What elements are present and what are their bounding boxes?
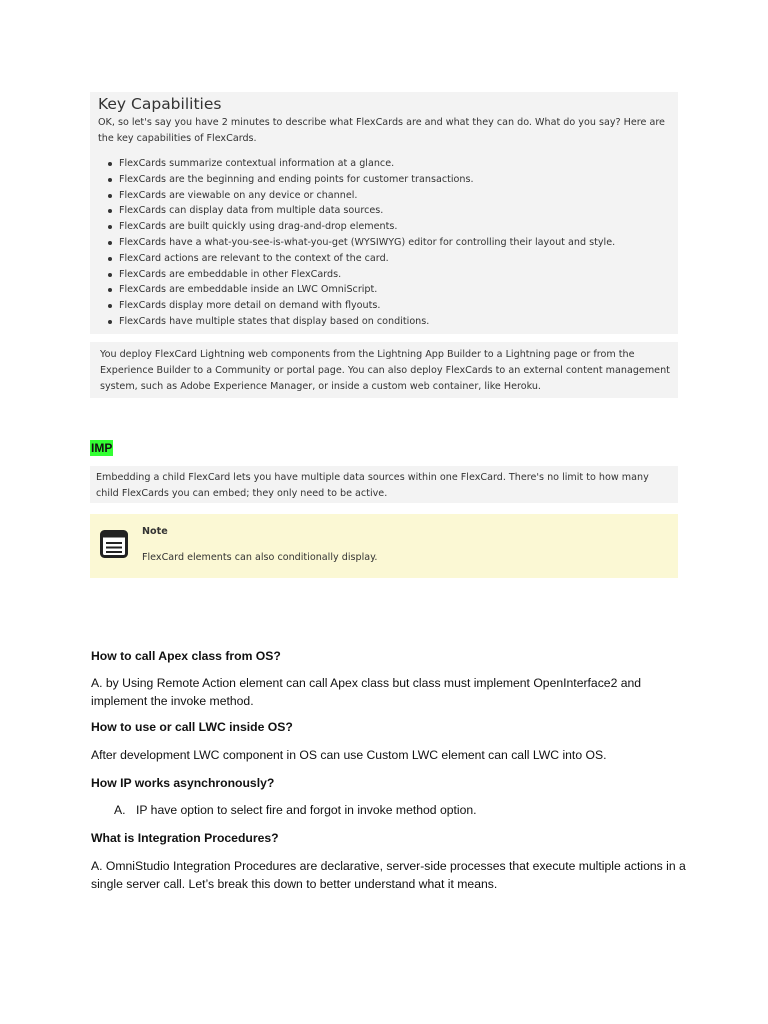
note-title: Note [142,526,168,537]
question-integration-procedures: What is Integration Procedures? [91,831,279,845]
list-item: FlexCards are the beginning and ending points for customer transactions. [98,172,678,188]
imp-highlight: IMP [91,441,113,455]
answer-ip-async [114,801,477,819]
list-item: FlexCards have multiple states that display based on conditions. [98,314,678,330]
key-capabilities-screenshot [90,92,678,334]
list-item: FlexCards summarize contextual information at a glance. [98,156,678,172]
list-item: FlexCards can display data from multiple data sources. [98,203,678,219]
list-item: FlexCards have a what-you-see-is-what-you-get (WYSIWYG) editor for controlling their layout and style. [98,235,678,251]
answer-integration-procedures: A. OmniStudio Integration Procedures are declarative, server-side processes that execute multiple actions in a single server call. Let’s break this down to better understand what it means. [91,859,686,891]
note-icon [100,530,128,558]
list-item: FlexCards display more detail on demand with flyouts. [98,298,678,314]
key-capabilities-title: Key Capabilities [98,95,222,113]
deploy-screenshot: You deploy FlexCard Lightning web components from the Lightning App Builder to a Lightning page or from the Experience Builder to a Community or portal page. You can also deploy FlexCards to an external content management system, such as Adobe Experience Manager, or inside a custom web container, like Heroku. [90,342,678,398]
key-capabilities-intro: OK, so let's say you have 2 minutes to describe what FlexCards are and what they can do. What do you say? Here are the key capabilities of FlexCards. [98,117,665,144]
list-item: FlexCards are viewable on any device or channel. [98,188,678,204]
question-apex: How to call Apex class from OS? [91,649,281,663]
answer-apex: A. by Using Remote Action element can call Apex class but class must implement OpenInterface2 and implement the invoke method. [91,676,642,708]
list-item: FlexCards are built quickly using drag-and-drop elements. [98,219,678,235]
list-item: FlexCard actions are relevant to the context of the card. [98,251,678,267]
question-ip-async: How IP works asynchronously? [91,776,275,790]
answer-ip-async-text: IP have option to select fire and forgot in invoke method option. [136,803,477,817]
list-item: FlexCards are embeddable inside an LWC OmniScript. [98,282,678,298]
list-item: FlexCards are embeddable in other FlexCards. [98,267,678,283]
list-number: A. [114,803,126,817]
answer-lwc: After development LWC component in OS can use Custom LWC element can call LWC into OS. [91,748,607,762]
child-flexcard-screenshot: Embedding a child FlexCard lets you have multiple data sources within one FlexCard. There's no limit to how many child FlexCards you can embed; they only need to be active. [90,466,678,503]
note-callout [90,514,678,578]
note-body: FlexCard elements can also conditionally display. [142,552,378,563]
question-lwc: How to use or call LWC inside OS? [91,720,293,734]
key-capabilities-list [98,156,678,330]
